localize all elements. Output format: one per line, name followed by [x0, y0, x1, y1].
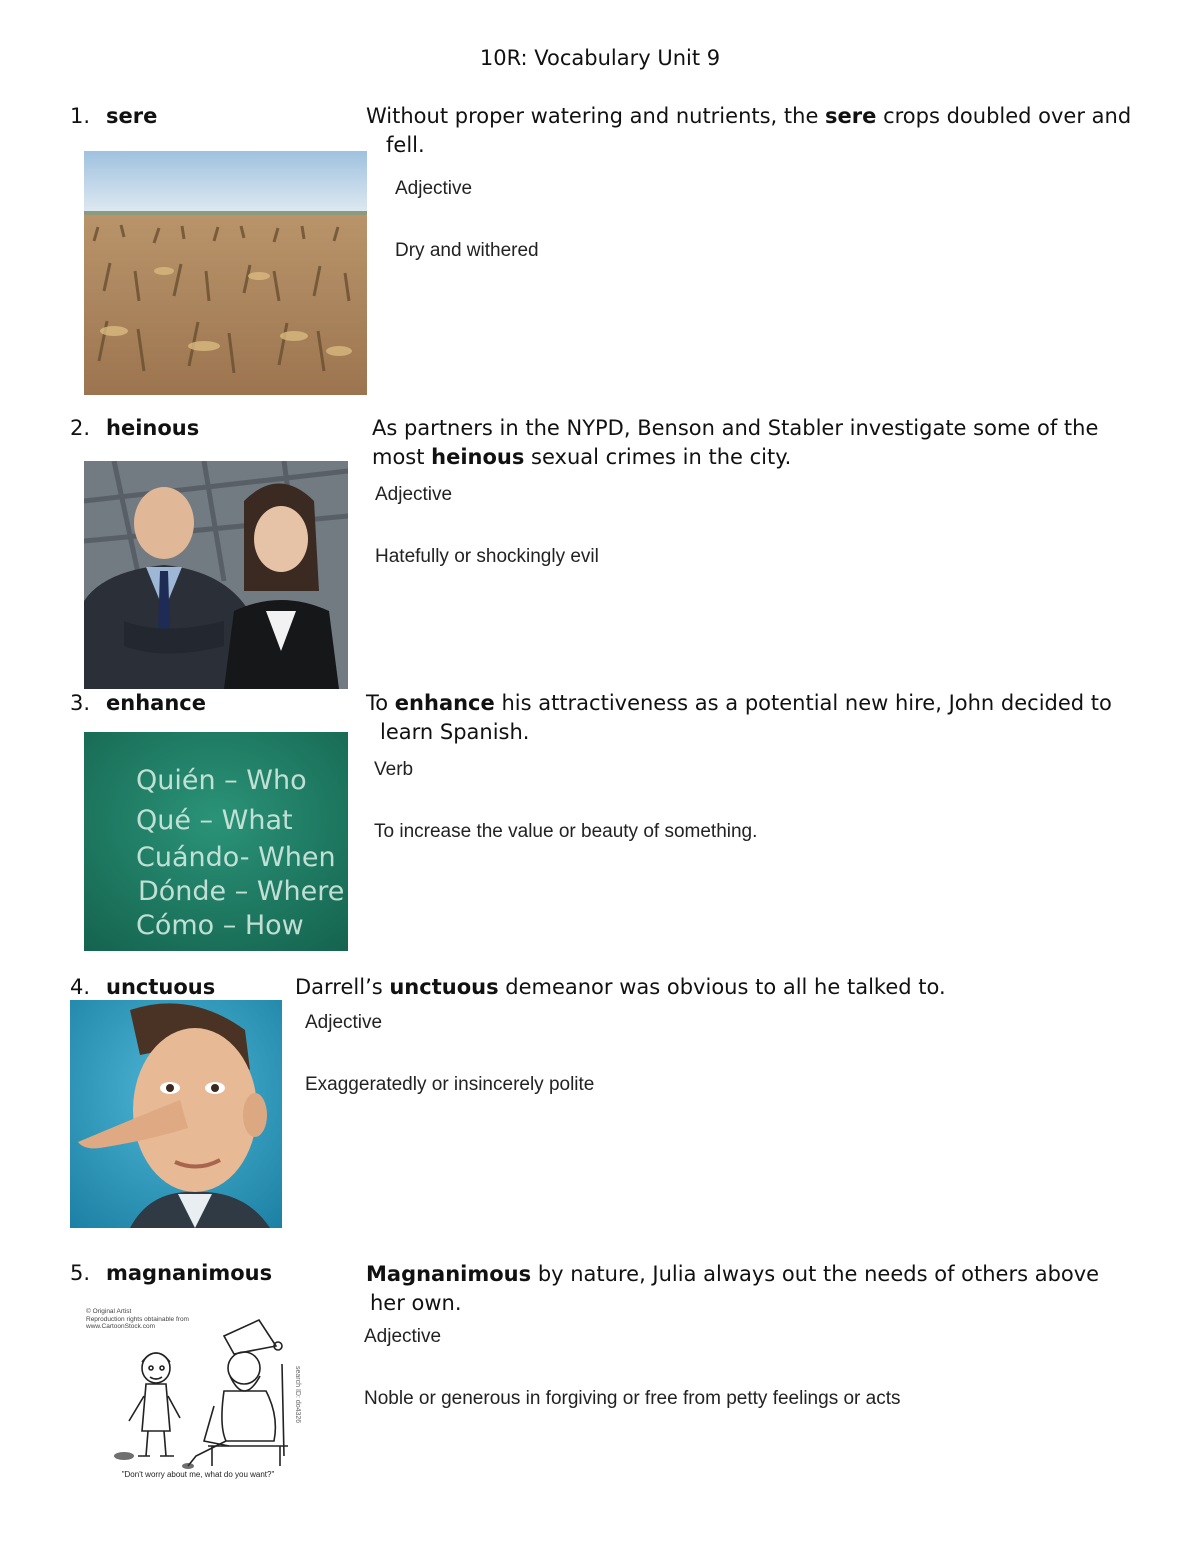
entry-3-word: enhance: [106, 691, 206, 715]
dry-crops-image: [84, 151, 367, 395]
chalk-line-4: Dónde – Where: [138, 876, 345, 907]
entry-1-part-of-speech: Adjective: [395, 178, 473, 199]
entry-3-sentence: To enhance his attractiveness as a potential new hire, John decided to learn Spanish.: [366, 691, 1112, 744]
entry-2-sentence: As partners in the NYPD, Benson and Stabler investigate some of the most heinous sexual crimes in the city.: [372, 416, 1099, 469]
entry-1-definition: Dry and withered: [395, 240, 539, 261]
entry-3-part-of-speech: Verb: [374, 759, 414, 780]
entry-5-word: magnanimous: [106, 1261, 273, 1285]
entry-1-number: 1.: [70, 104, 91, 128]
entry-3-number: 3.: [70, 691, 91, 715]
entry-4-part-of-speech: Adjective: [305, 1012, 383, 1033]
svg-text:search ID: do4326: search ID: do4326: [294, 1366, 301, 1424]
entry-5-number: 5.: [70, 1261, 91, 1285]
chalk-line-5: Cómo – How: [136, 910, 304, 941]
entry-2-word: heinous: [106, 416, 200, 440]
entry-3-sentence-bold: enhance: [394, 691, 495, 715]
entry-5-part-of-speech: Adjective: [364, 1326, 442, 1347]
entry-1-word: sere: [106, 104, 158, 128]
entry-3-definition: To increase the value or beauty of something.: [374, 821, 758, 842]
cartoon-caption: "Don't worry about me, what do you want?": [121, 1470, 275, 1479]
cartoon-credit: © Original Artist Reproduction rights obtainable from www.CartoonStock.com: [86, 1308, 189, 1330]
chalk-line-2: Qué – What: [136, 805, 293, 836]
entry-2-number: 2.: [70, 416, 91, 440]
detectives-photo: [84, 461, 348, 689]
page-title: 10R: Vocabulary Unit 9: [479, 46, 721, 70]
entry-2-part-of-speech: Adjective: [375, 484, 453, 505]
chalk-line-1: Quién – Who: [136, 765, 307, 796]
entry-4-definition: Exaggeratedly or insincerely polite: [305, 1074, 595, 1095]
chalk-line-3: Cuándo- When: [136, 842, 336, 873]
entry-1-sentence-bold: sere: [825, 104, 877, 128]
entry-5-sentence-bold: Magnanimous: [366, 1262, 532, 1286]
entry-3-heading: [70, 691, 206, 715]
entry-4-number: 4.: [70, 975, 91, 999]
entry-4-sentence: Darrell’s unctuous demeanor was obvious to all he talked to.: [295, 975, 946, 999]
entry-1-sentence: Without proper watering and nutrients, the sere crops doubled over and fell.: [366, 104, 1132, 157]
entry-2-sentence-bold: heinous: [431, 445, 525, 469]
entry-4-word: unctuous: [106, 975, 216, 999]
cartoon-image: [84, 1306, 312, 1486]
chalkboard-image: [84, 732, 348, 951]
entry-5-definition: Noble or generous in forgiving or free from petty feelings or acts: [364, 1388, 901, 1409]
entry-5-heading: [70, 1261, 272, 1285]
entry-5-sentence: Magnanimous by nature, Julia always out the needs of others above her own.: [366, 1262, 1100, 1315]
long-nose-man-image: [70, 1000, 282, 1228]
entry-2-heading: [70, 416, 199, 440]
entry-2-definition: Hatefully or shockingly evil: [375, 546, 599, 567]
entry-1-heading: [70, 104, 157, 128]
entry-4-sentence-bold: unctuous: [389, 975, 499, 999]
entry-4-heading: [70, 975, 215, 999]
